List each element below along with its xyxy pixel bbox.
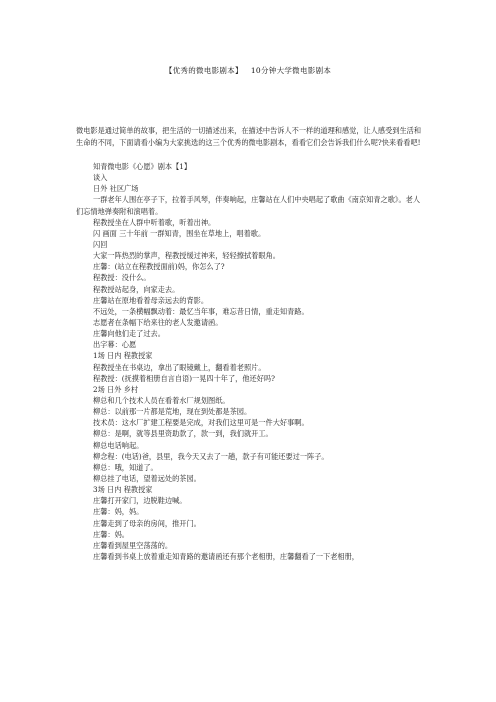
intro-paragraph — [76, 125, 422, 148]
script-line: 程教授坐在人群中听着歌，听着出神。 — [93, 217, 216, 227]
script-line: 闪回 — [93, 240, 108, 250]
script-line: 庄馨走到了母亲的房间，推开门。 — [93, 518, 201, 528]
script-line: 日外 社区广场 — [93, 184, 139, 194]
script-line: 柳总挂了电话，望着远处的茶园。 — [93, 473, 201, 483]
script-line: 庄馨看到书桌上放着重走知青路的邀请函还有那个老相册，庄馨翻看了一下老相册， — [93, 551, 359, 561]
title-part-2: 10分钟大学微电影剧本 — [250, 66, 332, 75]
document-title — [0, 65, 496, 76]
script-line: 柳总：哦，知道了。 — [93, 462, 158, 472]
script-line: 大家一阵热烈的掌声，程教授缓过神来，轻轻擦拭着眼角。 — [93, 251, 280, 261]
script-line: 一群老年人围在亭子下，拉着手风琴，伴奏响起，庄馨站在人们中央唱起了歌曲《南京知青之歌》。老人们忘情地弹奏附和演唱着。 — [76, 195, 421, 216]
title-part-1: 【优秀的微电影剧本】 — [164, 66, 243, 75]
script-line: 闪 画面 三十年前 一群知青，围坐在草地上，唱着歌。 — [93, 228, 266, 238]
script-line: 3场 日内 程教授家 — [93, 485, 153, 495]
script-line: 柳念程：(电话)爸，县里，我今天又去了一趟，款子有可能还要过一阵子。 — [93, 451, 329, 461]
script-line: 谈入 — [93, 173, 108, 183]
script-line: 庄馨：妈。 — [93, 529, 129, 539]
script-line: 2场 日外 乡村 — [93, 384, 139, 394]
script-line: 庄馨向他们走了过去。 — [93, 329, 165, 339]
script-body — [76, 161, 423, 562]
script-line: 程教授：(抚摸着相册自言自语)一晃四十年了，他还好吗? — [93, 373, 275, 383]
script-line: 庄馨打开家门，边脱鞋边喊。 — [93, 496, 187, 506]
script-line: 1场 日内 程教授家 — [93, 351, 153, 361]
script-line: 柳总：是啊，就等县里资助款了，款一到，我们就开工。 — [93, 429, 273, 439]
script-line: 庄馨看到屋里空荡荡的。 — [93, 540, 173, 550]
script-line: 知青微电影《心愿》剧本【1】 — [93, 162, 192, 171]
script-line: 技术员：这水厂扩建工程要是完成，对我们这里可是一件大好事啊。 — [93, 418, 309, 428]
script-line: 庄馨：妈，妈。 — [93, 507, 144, 517]
script-line: 不远处，一条横幅飘动着：最忆当年事，难忘昔日情，重走知青路。 — [93, 306, 309, 316]
script-line: 柳总电话响起。 — [93, 440, 144, 450]
script-line: 志愿者在条幅下给来往的老人发邀请函。 — [93, 318, 223, 327]
script-line: 程教授：没什么。 — [93, 273, 151, 283]
script-line: 柳总：以前那一片都是荒地，现在到处都是茶园。 — [93, 407, 252, 417]
script-line: 程教授站起身，向家走去。 — [93, 284, 180, 294]
script-line: 庄馨：(站立在程教授面前)妈，你怎么了? — [93, 262, 225, 272]
script-line: 程教授坐在书桌边，拿出了眼镜戴上，翻看着老照片。 — [93, 362, 266, 372]
intro-text: 微电影是通过简单的故事，把生活的一切描述出来，在描述中告诉人不一样的道理和感觉，让人感受到生活和生命的不同，下面请看小编为大家挑选的这三个优秀的微电影剧本，看看它们会告诉我们什么呢?快来看看吧! — [76, 126, 422, 147]
script-line: 庄馨站在原地看着母亲远去的背影。 — [93, 295, 209, 305]
script-line: 柳总和几个技术人员在看着水厂规划图纸。 — [93, 395, 230, 405]
script-line: 出字幕：心愿 — [93, 340, 137, 350]
